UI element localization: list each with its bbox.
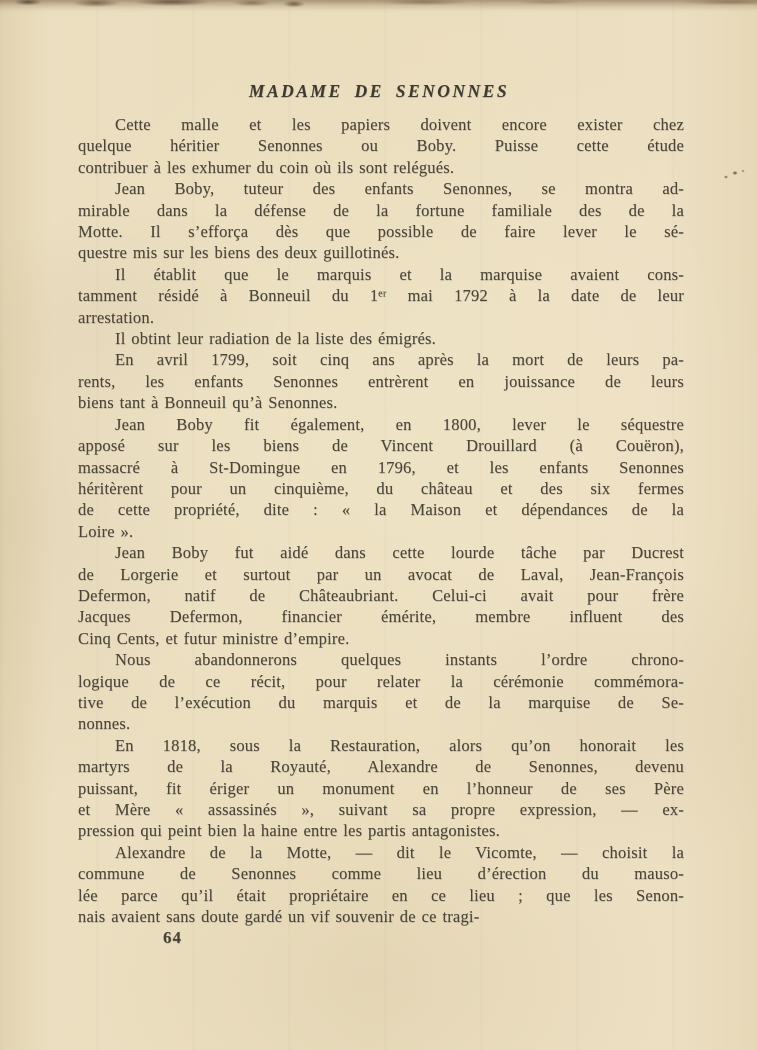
text-line: de cette propriété, dite : « la Maison et dépendances de la (78, 500, 684, 520)
text-line: contribuer à les exhumer du coin où ils sont relégués. (78, 157, 455, 177)
text-line: massacré à St-Domingue en 1796, et les enfants Senonnes (78, 457, 684, 477)
text-line: Loire ». (78, 521, 134, 541)
paragraph (78, 542, 684, 649)
text-line: tamment résidé à Bonneuil du 1ᵉʳ mai 1792 à la date de leur (78, 286, 684, 306)
text-line: Defermon, natif de Châteaubriant. Celui-ci avait pour frère (78, 585, 684, 605)
text-line: Jean Boby, tuteur des enfants Senonnes, se montra ad- (115, 179, 684, 199)
text-line: commune de Senonnes comme lieu d’érection du mauso- (78, 864, 684, 884)
text-line: tive de l’exécution du marquis et de la marquise de Se- (78, 692, 684, 712)
paragraph (78, 328, 684, 349)
text-line: Il obtint leur radiation de la liste des émigrés. (115, 329, 437, 349)
page-body (78, 114, 684, 927)
text-line: Cette malle et les papiers doivent encore exister chez (115, 115, 684, 134)
text-line: En 1818, sous la Restauration, alors qu’on honorait les (115, 735, 684, 755)
text-line: Cinq Cents, et futur ministre d’empire. (78, 628, 350, 648)
paragraph (78, 114, 684, 178)
page-number: 64 (163, 928, 182, 947)
text-line: puissant, fit ériger un monument en l’honneur de ses Père (78, 778, 684, 798)
text-line: En avril 1799, soit cinq ans après la mort de leurs pa- (115, 350, 684, 370)
text-line: nais avaient sans doute gardé un vif souvenir de ce tragi- (78, 907, 480, 927)
paragraph (78, 649, 684, 735)
text-line: héritèrent pour un cinquième, du château et des six fermes (78, 478, 684, 498)
paragraph (78, 349, 684, 413)
text-line: Nous abandonnerons quelques instants l’ordre chrono- (115, 650, 684, 670)
text-line: quelque héritier Senonnes ou Boby. Puisse cette étude (78, 136, 684, 156)
text-line: Jean Boby fit également, en 1800, lever le séquestre (115, 414, 684, 434)
text-line: pression qui peint bien la haine entre les partis antagonistes. (78, 821, 500, 841)
text-line: Il établit que le marquis et la marquise avaient cons- (115, 264, 684, 284)
text-line: questre mis sur les biens des deux guillotinés. (78, 243, 400, 263)
paragraph (78, 842, 684, 928)
paragraph (78, 178, 684, 264)
paragraph (78, 264, 684, 328)
text-line: Motte. Il s’efforça dès que possible de faire lever le sé- (78, 222, 684, 242)
paragraph (78, 735, 684, 842)
text-line: lée parce qu’il était propriétaire en ce lieu ; que les Senon- (78, 885, 684, 905)
text-line: Jean Boby fut aidé dans cette lourde tâche par Ducrest (115, 543, 684, 563)
text-line: biens tant à Bonneuil qu’à Senonnes. (78, 393, 338, 413)
text-line: et Mère « assassinés », suivant sa propre expression, — ex- (78, 800, 684, 819)
torn-paper-edge (0, 0, 757, 13)
text-line: mirable dans la défense de la fortune familiale des de la (78, 200, 684, 220)
text-line: apposé sur les biens de Vincent Drouillard (à Couëron), (78, 436, 684, 456)
text-line: nonnes. (78, 714, 131, 734)
text-line: Jacques Defermon, financier émérite, membre influent des (78, 607, 684, 627)
text-line: Alexandre de la Motte, — dit le Vicomte, — choisit la (115, 842, 684, 862)
ink-speck (719, 165, 747, 185)
text-line: rents, les enfants Senonnes entrèrent en jouissance de leurs (78, 371, 684, 391)
running-header: MADAME DE SENONNES (248, 81, 510, 101)
paragraph (78, 414, 684, 542)
text-line: martyrs de la Royauté, Alexandre de Senonnes, devenu (78, 757, 684, 777)
text-line: arrestation. (78, 307, 155, 327)
text-line: de Lorgerie et surtout par un avocat de Laval, Jean-François (78, 564, 684, 584)
text-line: logique de ce récit, pour relater la cérémonie commémora- (78, 671, 684, 691)
